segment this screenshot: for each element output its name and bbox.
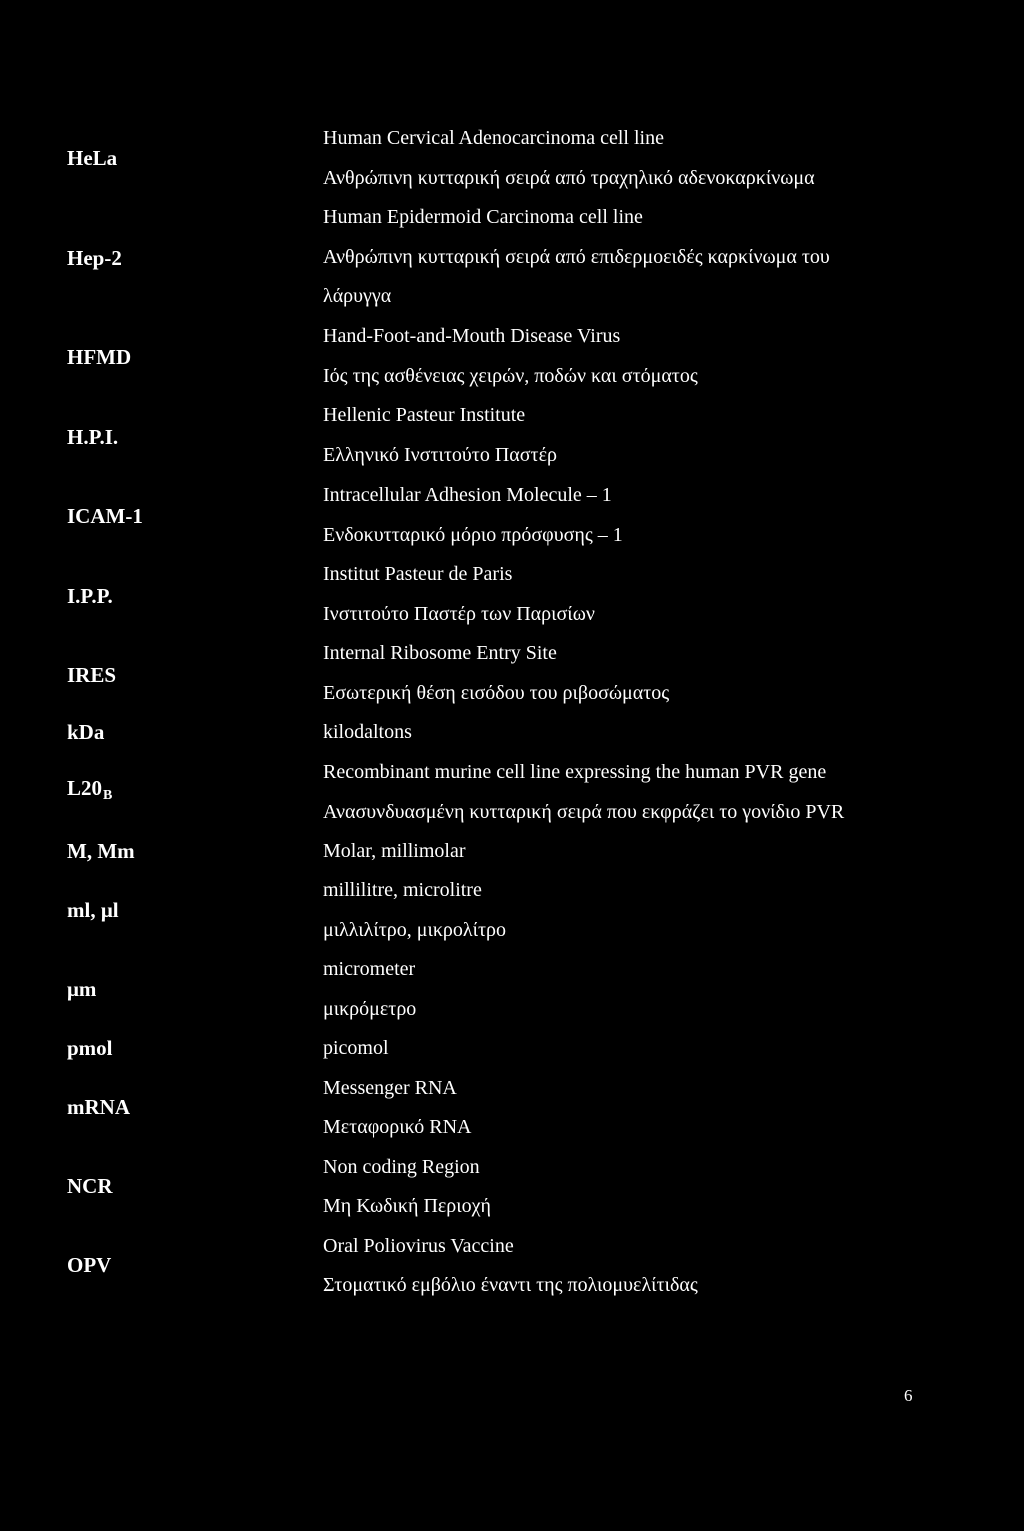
abbreviation-term: mRNA xyxy=(67,1095,130,1119)
abbreviation-term: I.P.P. xyxy=(67,584,113,608)
abbreviation-term: M, Mm xyxy=(67,839,135,863)
definition-greek: Ινστιτούτο Παστέρ των Παρισίων xyxy=(323,603,595,625)
definition-english: Human Epidermoid Carcinoma cell line xyxy=(323,206,643,228)
definition-greek: Ελληνικό Ινστιτούτο Παστέρ xyxy=(323,444,557,466)
definition-greek: Ανθρώπινη κυτταρική σειρά από επιδερμοειδές καρκίνωμα του xyxy=(323,246,830,268)
abbreviation-term: ICAM-1 xyxy=(67,504,143,528)
definition-english: Molar, millimolar xyxy=(323,840,466,862)
definition-greek: μιλλιλίτρο, μικρολίτρο xyxy=(323,919,506,941)
definition-greek: Ιός της ασθένειας χειρών, ποδών και στόματος xyxy=(323,365,698,387)
definition-english: Hand-Foot-and-Mouth Disease Virus xyxy=(323,325,621,347)
definition-greek: Ανθρώπινη κυτταρική σειρά από τραχηλικό αδενοκαρκίνωμα xyxy=(323,167,815,189)
definition-english: micrometer xyxy=(323,958,416,980)
definition-english: Oral Poliovirus Vaccine xyxy=(323,1235,514,1257)
abbreviation-term-base: L20 xyxy=(67,776,103,800)
abbreviation-term: Hep-2 xyxy=(67,246,122,270)
definition-english: Human Cervical Adenocarcinoma cell line xyxy=(323,127,664,149)
definition-english: Messenger RNA xyxy=(323,1077,457,1099)
definition-english: Hellenic Pasteur Institute xyxy=(323,404,526,426)
abbreviation-term: H.P.I. xyxy=(67,425,119,449)
page-number: 6 xyxy=(904,1386,913,1405)
definition-english: millilitre, microlitre xyxy=(323,879,482,901)
definition-english: picomol xyxy=(323,1037,389,1059)
definition-greek: Ανασυνδυασμένη κυτταρική σειρά που εκφράζει το γονίδιο PVR xyxy=(323,801,845,823)
definition-greek: Μη Κωδική Περιοχή xyxy=(323,1195,491,1217)
definition-greek: Στοματικό εμβόλιο έναντι της πολιομυελίτιδας xyxy=(323,1274,698,1296)
abbreviation-term: IRES xyxy=(67,663,117,687)
abbreviation-term: kDa xyxy=(67,720,105,744)
definition-greek: μικρόμετρο xyxy=(323,998,417,1020)
definition-english: kilodaltons xyxy=(323,721,412,743)
abbreviation-term: OPV xyxy=(67,1253,112,1277)
abbreviation-term xyxy=(67,776,177,808)
definition-greek: Μεταφορικό RNA xyxy=(323,1116,472,1138)
definition-greek: Ενδοκυτταρικό μόριο πρόσφυσης – 1 xyxy=(323,524,623,546)
abbreviation-term: μm xyxy=(67,977,97,1001)
definition-greek-continued: λάρυγγα xyxy=(323,285,392,307)
definition-english: Intracellular Adhesion Molecule – 1 xyxy=(323,484,612,506)
abbreviation-term: pmol xyxy=(67,1036,113,1060)
abbreviation-term: HFMD xyxy=(67,345,132,369)
definition-greek: Εσωτερική θέση εισόδου του ριβοσώματος xyxy=(323,682,670,704)
abbreviation-term: ml, μl xyxy=(67,898,119,922)
abbreviation-term-subscript: B xyxy=(103,788,113,803)
abbreviation-term: NCR xyxy=(67,1174,113,1198)
abbreviation-term: HeLa xyxy=(67,146,118,170)
definition-english: Non coding Region xyxy=(323,1156,480,1178)
definition-english: Institut Pasteur de Paris xyxy=(323,563,513,585)
definition-english: Internal Ribosome Entry Site xyxy=(323,642,557,664)
definition-english: Recombinant murine cell line expressing the human PVR gene xyxy=(323,761,827,783)
